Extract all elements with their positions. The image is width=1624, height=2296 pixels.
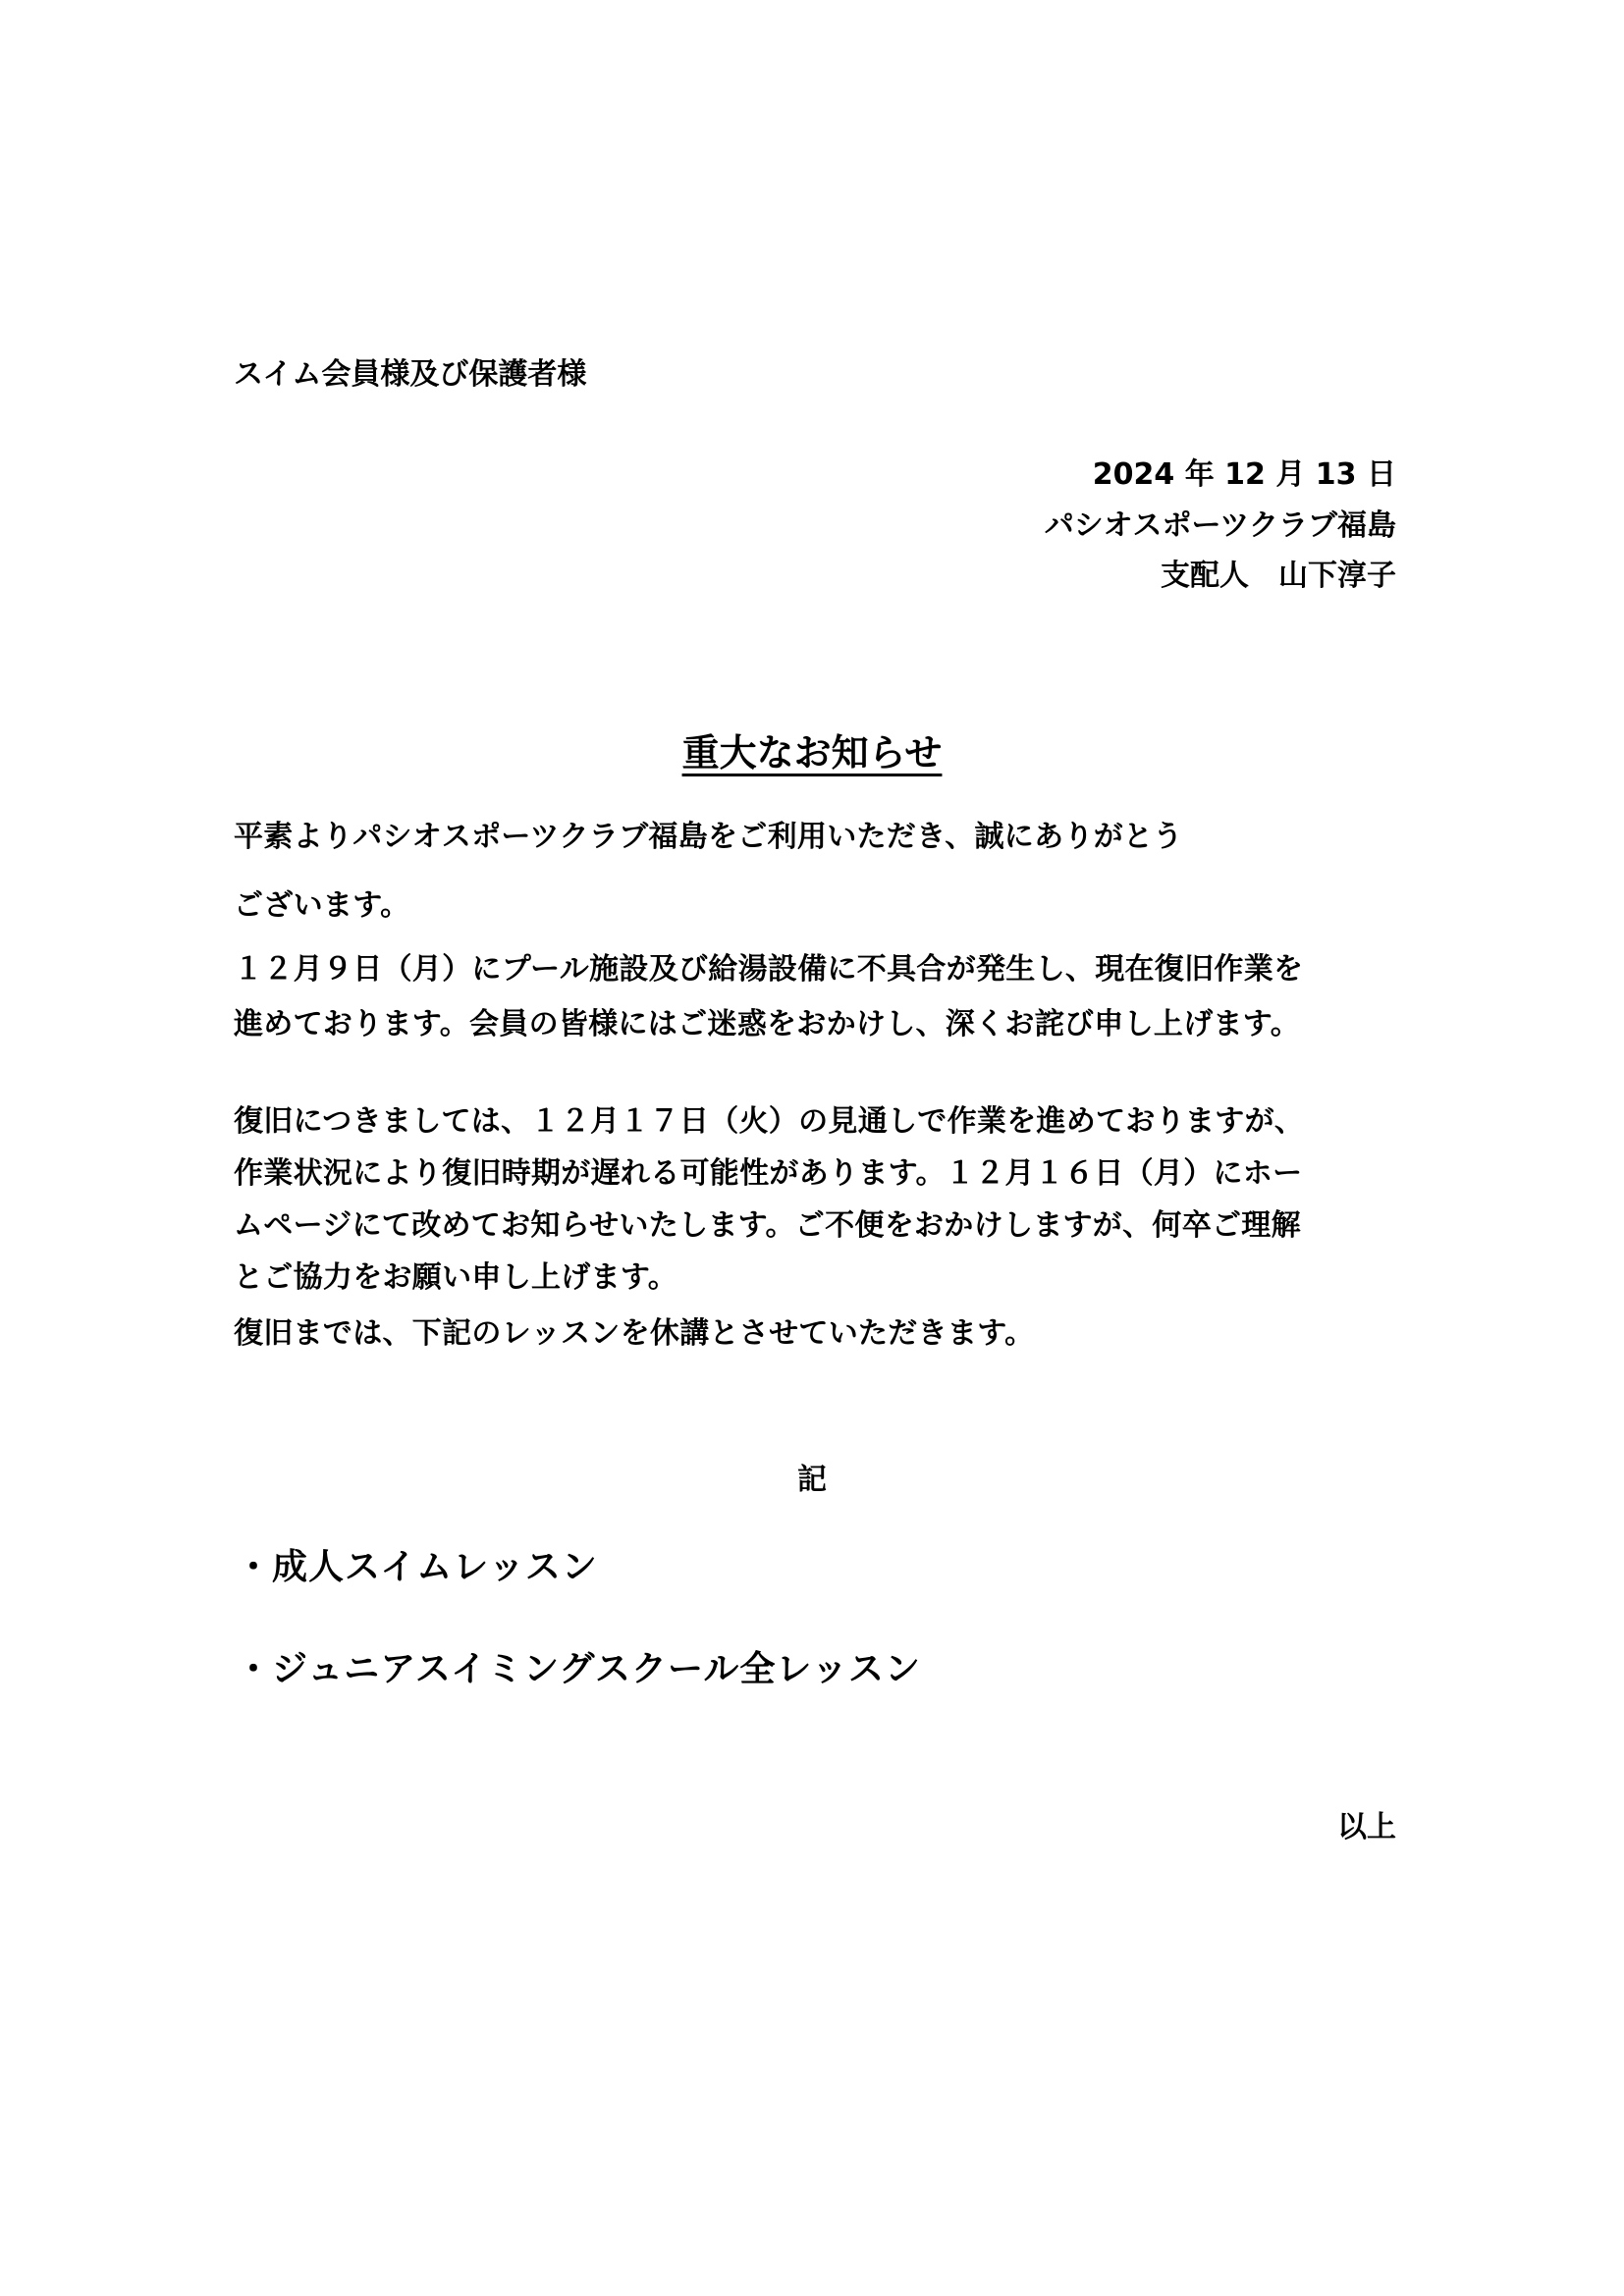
- body-line: 進めております。会員の皆様にはご迷惑をおかけし、深くお詫び申し上げます。: [234, 1007, 1300, 1041]
- body-line: ございます。: [234, 888, 410, 923]
- closing-mark: 以上: [1337, 1810, 1396, 1844]
- manager-name: 支配人 山下淳子: [1161, 559, 1396, 593]
- body-line: 復旧までは、下記のレッスンを休講とさせていただきます。: [234, 1316, 1035, 1351]
- page-title: 重大なお知らせ: [681, 731, 943, 774]
- body-line: 平素よりパシオスポーツクラブ福島をご利用いただき、誠にありがとう: [234, 820, 1183, 854]
- body-line: とご協力をお願い申し上げます。: [234, 1260, 678, 1295]
- company-name: パシオスポーツクラブ福島: [1044, 508, 1396, 543]
- lesson-item: ・ジュニアスイミングスクール全レッスン: [236, 1649, 921, 1689]
- lesson-item: ・成人スイムレッスン: [236, 1547, 598, 1587]
- ki-heading: 記: [797, 1463, 827, 1497]
- body-line: １２月９日（月）にプール施設及び給湯設備に不具合が発生し、現在復旧作業を: [234, 952, 1304, 987]
- body-line: ムページにて改めてお知らせいたします。ご不便をおかけしますが、何卒ご理解: [234, 1208, 1301, 1243]
- body-line: 復旧につきましては、１２月１７日（火）の見通しで作業を進めておりますが、: [234, 1104, 1305, 1139]
- date: 2024 年 12 月 13 日: [1092, 457, 1396, 492]
- recipient-line: スイム会員様及び保護者様: [234, 357, 587, 392]
- body-line: 作業状況により復旧時期が遅れる可能性があります。１２月１６日（月）にホー: [234, 1156, 1303, 1191]
